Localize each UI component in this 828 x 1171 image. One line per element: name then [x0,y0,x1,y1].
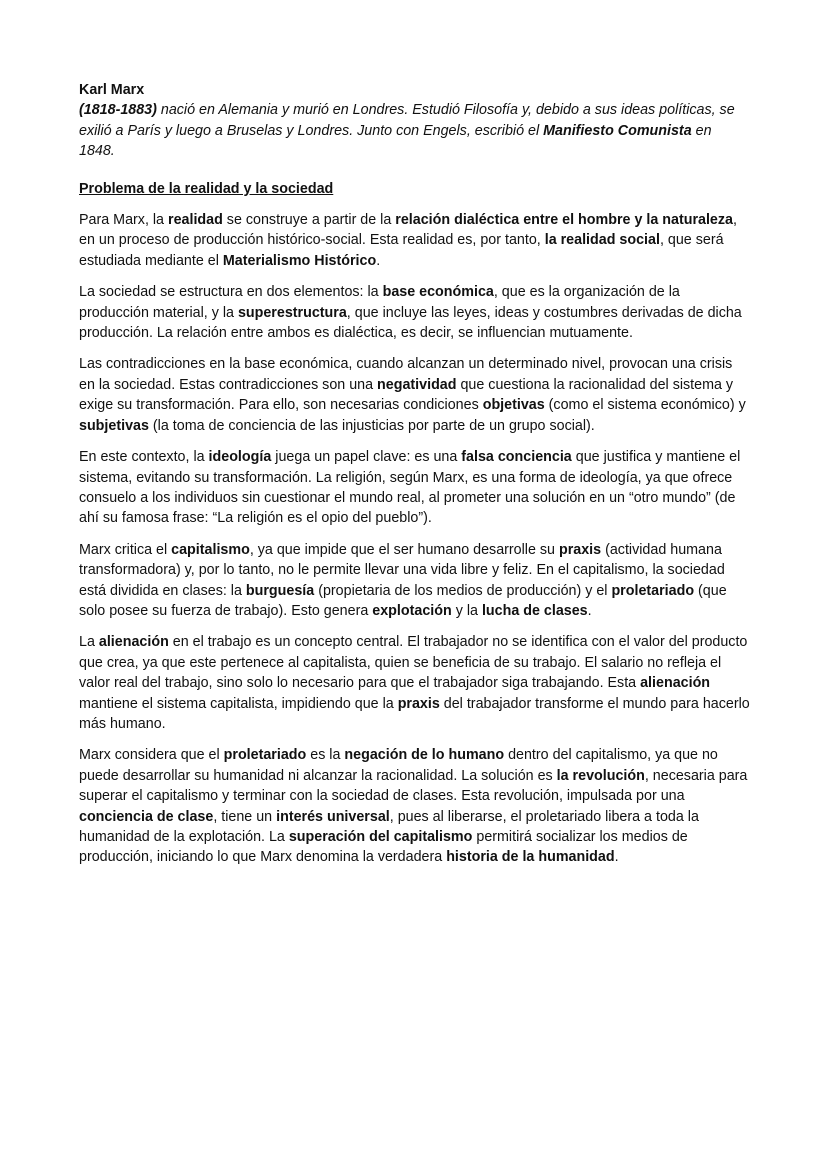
text-run: , que incluye las leyes, ideas y costumbres derivadas de dicha producción. La relación entre ambos es dialéctica, es decir, se influencian mutuamente. [79,304,742,342]
document-title: Karl Marx [79,82,145,98]
text-run: La sociedad se estructura en dos elementos: la [79,284,383,301]
text-run: dentro del capitalismo, ya que no puede desarrollar su humanidad ni alcanzar la racionalidad. La solución es [79,747,718,784]
paragraph-1 [79,210,751,271]
text-run: mantiene el sistema capitalista, impidiendo que la [79,695,398,712]
bold-term: superestructura [237,304,347,321]
bold-term: Materialismo Histórico [222,252,377,269]
text-run: (que solo posee su fuerza de trabajo). Esto genera [79,582,727,619]
text-run: es la [306,747,345,764]
bold-term: la revolución [556,767,645,784]
text-run: Las contradicciones en la base económica, cuando alcanzan un determinado nivel, provocan una crisis en la sociedad. Estas contradicciones son una [79,356,733,393]
text-run: , ya que impide que el ser humano desarrolle su [249,541,559,558]
text-run: (actividad humana transformadora) y, por lo tanto, no le permite llevar una vida libre y feliz. En el capitalismo, la sociedad está dividida en clases: la [79,541,725,599]
text-run: , tiene un [213,808,277,825]
text-run: , necesaria para superar el capitalismo y terminar con la sociedad de clases. Esta revolución, impulsada por una [79,767,748,805]
text-run: y la [451,602,482,619]
bold-term: (1818-1883) [79,102,157,119]
text-run: . [376,252,381,269]
bold-term: objetivas [482,397,545,414]
text-run: Para Marx, la [79,212,168,229]
paragraph-7 [79,745,751,867]
text-run: que justifica y mantiene el sistema, evitando su transformación. La religión, según Marx, es una forma de ideología, ya que ofrece consuelo a los individuos sin cuestionar el mundo real, al prometer una solución en un “otro mundo” (de ahí su famosa frase: “La religión es el opio del pueblo”). [79,449,741,527]
text-run: , que es la organización de la producción material, y la [79,284,680,321]
text-run: Marx considera que el [79,747,224,764]
bold-term: conciencia de clase [79,808,214,825]
text-run: En este contexto, la [79,449,209,466]
text-run: , en un proceso de producción histórico-social. Esta realidad es, por tanto, [79,212,737,249]
bold-term: la realidad social [544,232,660,249]
bold-term: alienación [98,634,169,651]
bold-term: Manifiesto Comunista [543,122,692,139]
bold-term: negatividad [377,376,457,393]
paragraph-5 [79,540,751,622]
bold-term: praxis [558,541,602,558]
intro-paragraph [79,100,751,161]
text-run: . [587,602,592,619]
text-run: en el trabajo es un concepto central. El trabajador no se identifica con el valor del producto que crea, ya que este pertenece al capitalista, quien se beneficia de su trabajo. El salario no refleja el valor real del trabajo, sino solo lo necesario para que el trabajador siga trabajando. Esta [79,634,748,692]
text-run: (como el sistema económico) y [544,397,746,414]
paragraph-3 [79,354,751,436]
paragraph-6 [79,632,751,734]
paragraph-4 [79,447,751,529]
text-run: que cuestiona la racionalidad del sistema y exige su transformación. Para ello, son necesarias condiciones [79,376,734,414]
paragraph-2 [79,282,751,343]
text-run: Marx critica el [79,541,172,558]
bold-term: base económica [382,284,494,301]
bold-term: lucha de clases [481,602,588,619]
text-run: La [79,634,99,651]
bold-term: proletariado [223,747,307,764]
text-run: se construye a partir de la [222,212,396,229]
text-run: en 1848. [79,122,712,160]
text-run: juega un papel clave: es una [271,449,462,466]
text-run: permitirá socializar los medios de producción, iniciando lo que Marx denomina la verdadera [79,829,688,866]
bold-term: realidad [168,212,223,229]
text-run: (propietaria de los medios de producción) y el [314,582,612,599]
bold-term: capitalismo [171,541,250,558]
text-run: (la toma de conciencia de las injusticias por parte de un grupo social). [148,417,595,434]
bold-term: relación dialéctica entre el hombre y la naturaleza [395,212,733,229]
section-heading: Problema de la realidad y la sociedad [79,180,334,197]
text-run: del trabajador transforme el mundo para hacerlo más humano. [79,695,750,732]
bold-term: alienación [640,675,711,692]
bold-term: proletariado [611,582,695,599]
bold-term: subjetivas [79,417,149,434]
bold-term: explotación [372,602,452,619]
text-run: . [614,849,619,866]
bold-term: praxis [397,695,440,712]
bold-term: burguesía [245,582,315,599]
bold-term: superación del capitalismo [288,829,473,845]
bold-term: ideología [208,449,272,466]
bold-term: falsa conciencia [461,449,572,466]
bold-term: historia de la humanidad [446,849,615,866]
text-run: nació en Alemania y murió en Londres. Estudió Filosofía y, debido a sus ideas políticas, se exilió a París y luego a Bruselas y Londres. Junto con Engels, escribió el [79,102,735,139]
text-run: , pues al liberarse, el proletariado libera a toda la humanidad de la explotación. La [79,808,699,845]
document-page [79,80,751,879]
text-run: , que será estudiada mediante el [79,232,724,269]
bold-term: negación de lo humano [344,747,505,764]
bold-term: interés universal [276,808,390,825]
